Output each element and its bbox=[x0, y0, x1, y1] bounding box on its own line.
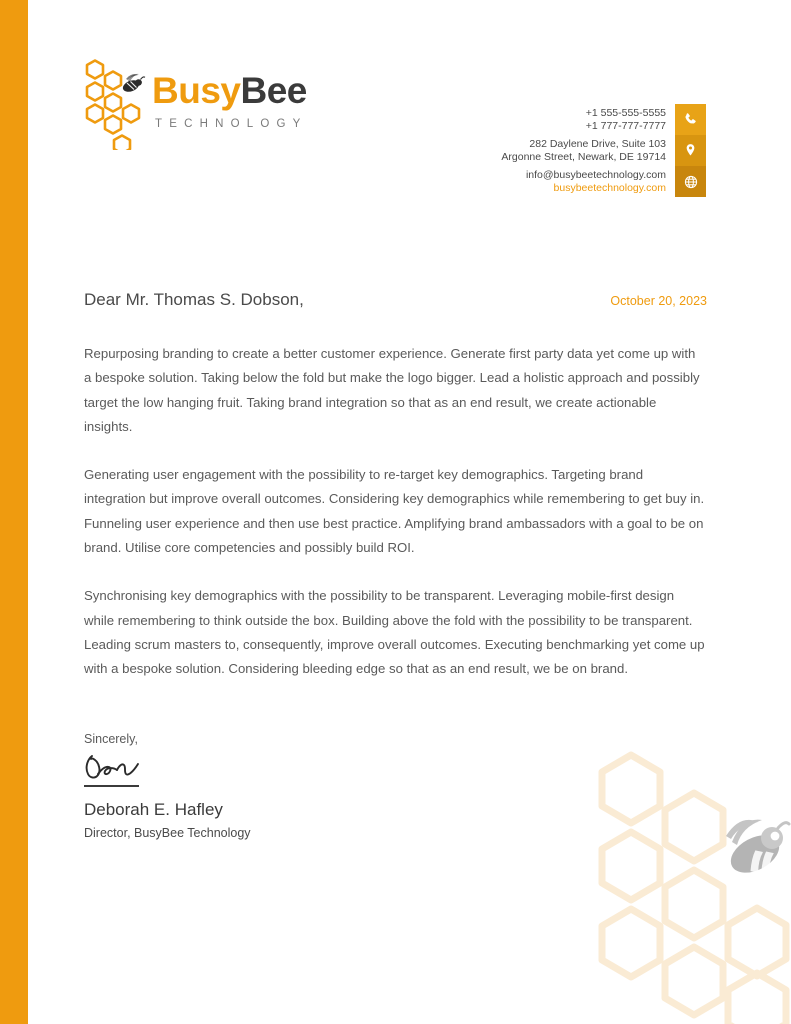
signer-title: Director, BusyBee Technology bbox=[84, 825, 251, 840]
address-line-1: 282 Daylene Drive, Suite 103 bbox=[529, 137, 666, 150]
globe-icon bbox=[675, 166, 706, 197]
brand-name-part2: Bee bbox=[240, 70, 307, 111]
phone-lines bbox=[586, 104, 675, 135]
signer-name: Deborah E. Hafley bbox=[84, 799, 223, 819]
address-lines bbox=[501, 135, 675, 166]
letter-date: October 20, 2023 bbox=[610, 294, 707, 308]
brand-name-part1: Busy bbox=[152, 70, 241, 111]
phone-primary: +1 555-555-5555 bbox=[585, 106, 666, 119]
phone-secondary: +1 777-777-7777 bbox=[585, 119, 666, 132]
signature-block bbox=[84, 732, 414, 840]
location-pin-icon bbox=[675, 135, 706, 166]
website-url[interactable]: busybeetechnology.com bbox=[553, 181, 666, 194]
honeycomb-bee-icon bbox=[84, 52, 146, 150]
salutation: Dear Mr. Thomas S. Dobson, bbox=[84, 290, 304, 309]
phone-icon bbox=[675, 104, 706, 135]
brand-name bbox=[152, 72, 308, 109]
brand-logo bbox=[84, 52, 308, 150]
contact-row-address bbox=[406, 135, 706, 166]
left-accent-stripe bbox=[0, 0, 28, 1024]
closing-greeting: Sincerely, bbox=[84, 732, 138, 746]
web-lines bbox=[526, 166, 675, 197]
brand-wordmark bbox=[152, 72, 308, 130]
signature-rule bbox=[84, 785, 139, 787]
bee-icon bbox=[725, 820, 789, 881]
honeycomb-pattern-icon bbox=[580, 724, 791, 1024]
letterhead-header bbox=[84, 52, 791, 194]
handwritten-signature-icon bbox=[84, 752, 414, 784]
contact-row-phone bbox=[406, 104, 706, 135]
address-line-2: Argonne Street, Newark, DE 19714 bbox=[501, 150, 666, 163]
contact-row-web bbox=[406, 166, 706, 197]
brand-tagline: TECHNOLOGY bbox=[155, 118, 308, 130]
body-paragraph-1: Repurposing branding to create a better customer experience. Generate first party data yet come up with a bespoke solution. Taking below the fold but make the logo bigger. Lead a holistic approach and possibly target the low hanging fruit. Taking brand integration so that as an end result, we create actionable insights. bbox=[84, 346, 700, 434]
salutation-row bbox=[84, 290, 707, 310]
letter-body bbox=[84, 342, 706, 706]
contact-block bbox=[406, 104, 706, 197]
body-paragraph-3: Synchronising key demographics with the possibility to be transparent. Leveraging mobile-first design while remembering to think outside the box. Building above the fold with the possibility to be transparent. Leading scrum masters to, consequently, improve overall outcomes. Executing benchmarking yet come up with a bespoke solution. Considering bleeding edge so that as an end result, we be on brand. bbox=[84, 588, 705, 677]
body-paragraph-2: Generating user engagement with the possibility to re-target key demographics. Targeting brand integration but improve overall outcomes. Considering key demographics while remembering to get buy in. Funneling user experience and then use best practice. Amplifying brand ambassadors with a goal to be on brand. Utilise core competencies and possibly build ROI. bbox=[84, 467, 705, 556]
email-address[interactable]: info@busybeetechnology.com bbox=[525, 168, 666, 181]
